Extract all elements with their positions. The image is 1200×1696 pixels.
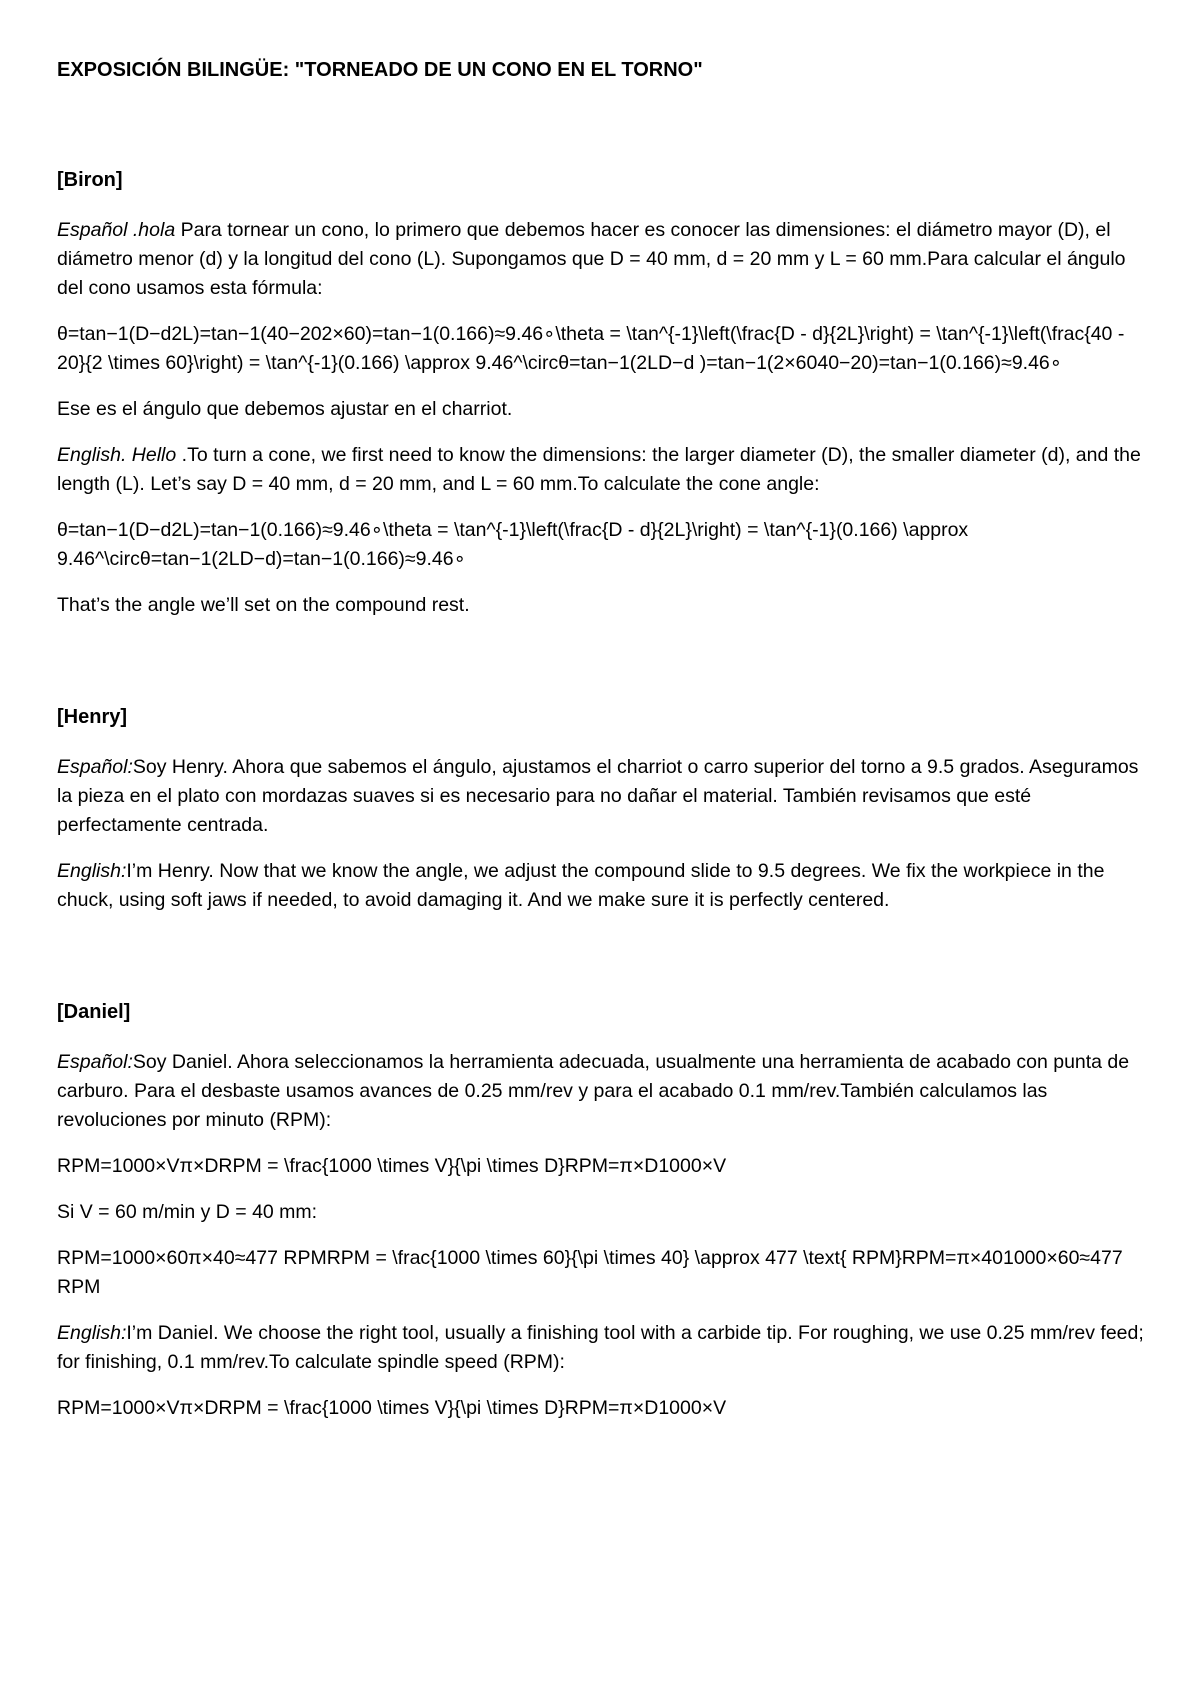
paragraph-values [57, 1198, 1148, 1227]
section-spacer [57, 932, 1148, 998]
paragraph-spanish-henry [57, 753, 1148, 840]
section-daniel [57, 998, 1148, 1423]
formula-text: θ=tan−1(D−d2L)=tan−1(0.166)≈9.46∘\theta = \tan^{-1}\left(\frac{D - d}{2L}\right) = \tan^{-1}(0.166) \approx 9.46^\circθ=tan−1(2LD−d)=tan−1(0.166)≈9.46∘ [57, 519, 969, 570]
paragraph-spanish-daniel [57, 1048, 1148, 1135]
section-spacer [57, 637, 1148, 703]
speaker-heading-biron: [Biron] [57, 169, 123, 191]
language-label: English. Hello [57, 444, 177, 466]
formula-cone-angle-english [57, 516, 1148, 574]
paragraph-text: Ese es el ángulo que debemos ajustar en el charriot. [57, 398, 513, 420]
paragraph-text: I’m Henry. Now that we know the angle, we adjust the compound slide to 9.5 degrees. We fix the workpiece in the chuck, using soft jaws if needed, to avoid damaging it. And we make sure it is perfectly centered. [57, 860, 1105, 911]
paragraph-text: I’m Daniel. We choose the right tool, usually a finishing tool with a carbide tip. For roughing, we use 0.25 mm/rev feed; for finishing, 0.1 mm/rev.To calculate spindle speed (RPM): [57, 1322, 1144, 1373]
formula-text: RPM=1000×Vπ×DRPM = \frac{1000 \times V}{\pi \times D}RPM=π×D1000×V [57, 1397, 727, 1419]
paragraph-text: Si V = 60 m/min y D = 40 mm: [57, 1201, 318, 1223]
language-label: Español .hola [57, 219, 176, 241]
formula-text: θ=tan−1(D−d2L)=tan−1(40−202×60)=tan−1(0.166)≈9.46∘\theta = \tan^{-1}\left(\frac{D - d}{2L}\right) = \tan^{-1}\left(\frac{40 - 20}{2 \times 60}\right) = \tan^{-1}(0.166) \approx 9.46^\circθ=tan−1(2LD−d )=tan−1(2×6040−20)=tan−1(0.166)≈9.46∘ [57, 323, 1125, 374]
paragraph-english-henry [57, 857, 1148, 915]
paragraph-spanish-intro [57, 216, 1148, 303]
formula-rpm-english [57, 1394, 1148, 1423]
document-title: EXPOSICIÓN BILINGÜE: "TORNEADO DE UN CONO EN EL TORNO" [57, 59, 703, 81]
formula-text: RPM=1000×Vπ×DRPM = \frac{1000 \times V}{\pi \times D}RPM=π×D1000×V [57, 1155, 727, 1177]
paragraph-text: Soy Daniel. Ahora seleccionamos la herramienta adecuada, usualmente una herramienta de acabado con punta de carburo. Para el desbaste usamos avances de 0.25 mm/rev y para el acabado 0.1 mm/rev.También calculamos las revoluciones por minuto (RPM): [57, 1051, 1130, 1131]
section-henry [57, 703, 1148, 915]
language-label: English: [57, 860, 127, 882]
paragraph-text: That’s the angle we’ll set on the compound rest. [57, 594, 470, 616]
formula-cone-angle-spanish [57, 320, 1148, 378]
paragraph-english-intro [57, 441, 1148, 499]
formula-text: RPM=1000×60π×40≈477 RPMRPM = \frac{1000 \times 60}{\pi \times 40} \approx 477 \text{ RPM}RPM=π×401000×60≈477 RPM [57, 1247, 1123, 1298]
formula-rpm-spanish [57, 1152, 1148, 1181]
paragraph-english-daniel [57, 1319, 1148, 1377]
speaker-heading-daniel: [Daniel] [57, 1001, 131, 1023]
formula-rpm-result [57, 1244, 1148, 1302]
language-label: Español: [57, 1051, 133, 1073]
language-label: Español: [57, 756, 133, 778]
paragraph-text: .To turn a cone, we first need to know the dimensions: the larger diameter (D), the smaller diameter (d), and the length (L). Let’s say D = 40 mm, d = 20 mm, and L = 60 mm.To calculate the cone angle: [57, 444, 1141, 495]
language-label: English: [57, 1322, 127, 1344]
paragraph-text: Soy Henry. Ahora que sabemos el ángulo, ajustamos el charriot o carro superior del torno a 9.5 grados. Aseguramos la pieza en el plato con mordazas suaves si es necesario para no dañar el material. También revisamos que esté perfectamente centrada. [57, 756, 1139, 836]
section-biron [57, 166, 1148, 620]
paragraph-english-conclusion [57, 591, 1148, 620]
paragraph-spanish-conclusion [57, 395, 1148, 424]
speaker-heading-henry: [Henry] [57, 706, 128, 728]
paragraph-text: Para tornear un cono, lo primero que debemos hacer es conocer las dimensiones: el diámetro mayor (D), el diámetro menor (d) y la longitud del cono (L). Supongamos que D = 40 mm, d = 20 mm y L = 60 mm.Para calcular el ángulo del cono usamos esta fórmula: [57, 219, 1126, 299]
